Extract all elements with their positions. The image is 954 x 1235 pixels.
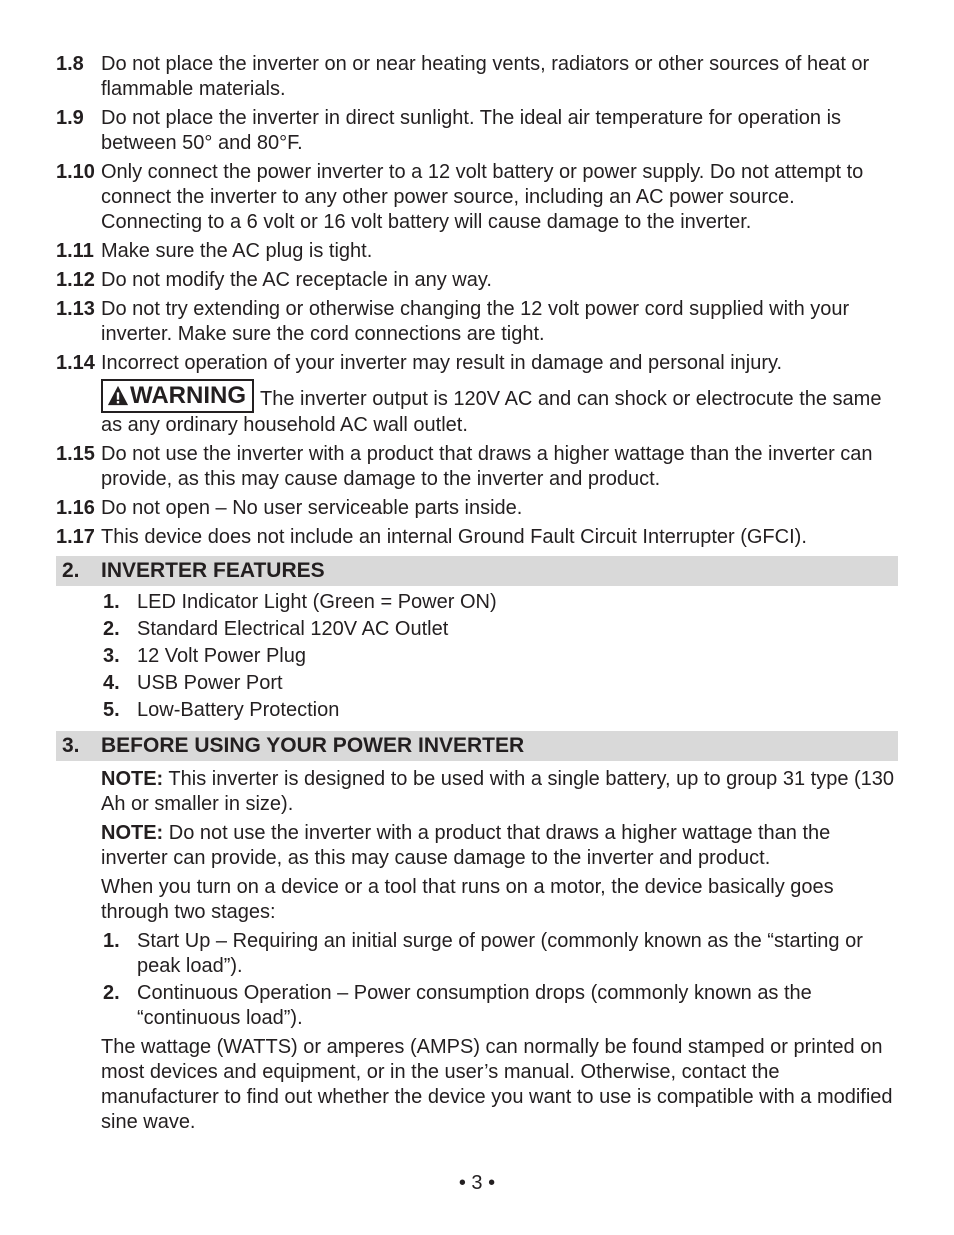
section-title: BEFORE USING YOUR POWER INVERTER xyxy=(101,734,525,757)
item-number: 1.13 xyxy=(56,298,95,320)
section-number: 2. xyxy=(62,559,80,582)
item-number: 1.8 xyxy=(56,53,84,75)
list-item xyxy=(101,671,898,696)
stages-list xyxy=(101,929,898,1031)
note-text: This inverter is designed to be used with a single battery, up to group 31 type (130 Ah or smaller in size). xyxy=(101,768,895,815)
page-number: • 3 • xyxy=(458,1172,496,1194)
section-heading-inverter-features xyxy=(56,556,898,586)
item-text: Do not open – No user serviceable parts inside. xyxy=(101,497,523,519)
closing-paragraph: The wattage (WATTS) or amperes (AMPS) can normally be found stamped or printed on most devices and equipment, or in the user’s manual. Otherwise, contact the manufacturer to find out whether the device you want to use is compatible with a modified sine wave. xyxy=(101,1036,893,1133)
list-item xyxy=(101,929,898,979)
list-text: Start Up – Requiring an initial surge of power (commonly known as the “starting or peak load”). xyxy=(137,930,863,977)
warning-badge xyxy=(101,379,254,413)
warning-callout xyxy=(101,379,898,438)
item-number: 1.17 xyxy=(56,526,95,548)
item-text: Do not place the inverter in direct sunlight. The ideal air temperature for operation is between 50° and 80°F. xyxy=(101,107,842,154)
list-text: USB Power Port xyxy=(137,672,283,694)
list-item xyxy=(101,981,898,1031)
list-text: 12 Volt Power Plug xyxy=(137,645,306,667)
safety-item-1-13 xyxy=(56,297,898,347)
note-label: NOTE: xyxy=(101,768,164,790)
list-number: 2. xyxy=(103,982,120,1004)
section-number: 3. xyxy=(62,734,80,757)
safety-item-1-17 xyxy=(56,525,898,550)
item-text: Do not modify the AC receptacle in any way. xyxy=(101,269,492,291)
section-heading-before-using xyxy=(56,731,898,761)
safety-item-1-9 xyxy=(56,106,898,156)
note-text: Do not use the inverter with a product that draws a higher wattage than the inverter can provide, as this may cause damage to the inverter and product. xyxy=(101,822,831,869)
item-number: 1.11 xyxy=(56,240,94,262)
note-wattage xyxy=(101,821,898,871)
list-number: 1. xyxy=(103,591,120,613)
item-number: 1.12 xyxy=(56,269,95,291)
list-item xyxy=(101,644,898,669)
item-number: 1.9 xyxy=(56,107,84,129)
features-list xyxy=(101,590,898,723)
item-number: 1.15 xyxy=(56,443,95,465)
warning-label: WARNING xyxy=(130,382,246,409)
list-number: 3. xyxy=(103,645,120,667)
list-text: Standard Electrical 120V AC Outlet xyxy=(137,618,449,640)
item-text: Do not place the inverter on or near heating vents, radiators or other sources of heat or flammable materials. xyxy=(101,53,870,100)
list-item xyxy=(101,590,898,615)
item-text: Do not use the inverter with a product that draws a higher wattage than the inverter can provide, as this may cause damage to the inverter and product. xyxy=(101,443,873,490)
item-text: Make sure the AC plug is tight. xyxy=(101,240,373,262)
warning-triangle-icon xyxy=(107,385,129,407)
list-text: Low-Battery Protection xyxy=(137,699,340,721)
section-title: INVERTER FEATURES xyxy=(101,559,325,582)
item-text: Only connect the power inverter to a 12 volt battery or power supply. Do not attempt to connect the inverter to any other power source, including an AC power source. Connecting to a 6 volt or 16 volt battery will cause damage to the inverter. xyxy=(101,161,864,233)
safety-item-1-15 xyxy=(56,442,898,492)
safety-item-1-8 xyxy=(56,52,898,102)
manual-page xyxy=(56,52,898,1139)
list-item xyxy=(101,698,898,723)
note-label: NOTE: xyxy=(101,822,164,844)
item-text-content: Incorrect operation of your inverter may result in damage and personal injury. xyxy=(101,352,783,374)
item-text: This device does not include an internal Ground Fault Circuit Interrupter (GFCI). xyxy=(101,526,807,548)
warning-text: The inverter output is 120V AC and can shock or electrocute the same as any ordinary household AC wall outlet. xyxy=(101,388,882,436)
item-text: Do not try extending or otherwise changing the 12 volt power cord supplied with your inverter. Make sure the cord connections are tight. xyxy=(101,298,850,345)
safety-item-1-12 xyxy=(56,268,898,293)
list-number: 5. xyxy=(103,699,120,721)
safety-item-1-14 xyxy=(56,351,898,438)
list-number: 2. xyxy=(103,618,120,640)
safety-item-1-11 xyxy=(56,239,898,264)
item-text xyxy=(101,351,898,438)
list-item xyxy=(101,617,898,642)
list-text: LED Indicator Light (Green = Power ON) xyxy=(137,591,497,613)
safety-item-1-10 xyxy=(56,160,898,235)
item-number: 1.14 xyxy=(56,352,95,374)
note-battery xyxy=(101,767,898,817)
item-number: 1.16 xyxy=(56,497,95,519)
list-text: Continuous Operation – Power consumption drops (commonly known as the “continuous load”). xyxy=(137,982,812,1029)
stages-intro: When you turn on a device or a tool that runs on a motor, the device basically goes through two stages: xyxy=(101,876,834,923)
item-number: 1.10 xyxy=(56,161,95,183)
list-number: 4. xyxy=(103,672,120,694)
safety-item-1-16 xyxy=(56,496,898,521)
list-number: 1. xyxy=(103,930,120,952)
